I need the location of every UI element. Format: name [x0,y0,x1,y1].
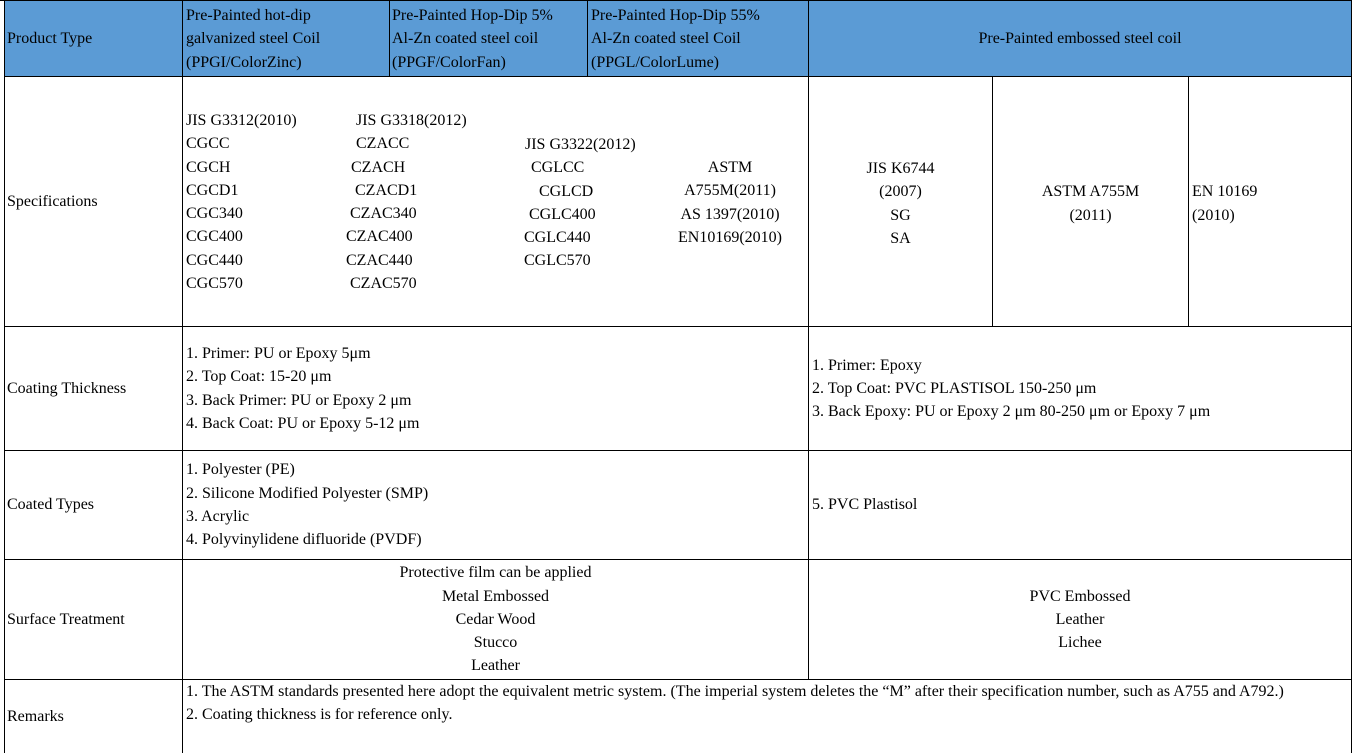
row-label-remarks [5,680,183,753]
surface-treatment-item: Lichee [1058,634,1102,652]
spec-ppgi-item: CGC570 [186,275,243,293]
spec-ppgi-item: JIS G3312(2010) [186,112,297,129]
row-label-specifications [5,77,183,327]
remarks-cell [183,680,1352,753]
header-ppgl-line1: Pre-Painted Hop-Dip 55% [591,7,760,24]
header-product-type [5,1,183,77]
spec-ppgf-item: CZAC400 [346,228,413,246]
spec-ppgl-item: CGLC400 [529,205,596,223]
header-embossed-label: Pre-Painted embossed steel coil [978,29,1182,47]
row-label-surface-treatment [5,560,183,680]
spec-astm-item: AS 1397(2010) [680,205,780,223]
spec-ppgl-item: CGLC440 [524,229,591,247]
surface-treatment-item: Cedar Wood [455,610,536,628]
coating-thickness-item: 3. Back Primer: PU or Epoxy 2 μm [186,391,412,409]
spec-ppgi-item: CGC340 [186,205,243,223]
remarks-line-2: 2. Coating thickness is for reference only. [186,706,453,724]
spec-embossed-en [1189,77,1352,327]
spec-emb3-item: EN 10169 [1192,183,1258,201]
spec-ppgf-item: CZACC [356,135,410,153]
surface-treatment-item: Metal Embossed [441,587,550,605]
spec-ppgl-item: CGLC570 [524,252,591,270]
coating-thickness-item: 1. Primer: Epoxy [812,356,922,374]
spec-ppgl-item: CGLCD [539,182,594,200]
spec-ppgf-item: JIS G3318(2012) [356,112,467,129]
coated-type-item: 3. Acrylic [186,508,250,525]
spec-ppgf-item: CZAC340 [350,205,417,223]
surface-treatment-label: Surface Treatment [7,610,125,628]
spec-embossed-astm [993,77,1189,327]
spec-ppgi-item: CGCH [186,158,231,176]
coating-thickness-item: 2. Top Coat: 15-20 μm [186,368,332,386]
coating-thickness-item: 1. Primer: PU or Epoxy 5μm [186,344,371,362]
remarks-line-1: 1. The ASTM standards presented here adopt the equivalent metric system. (The imperial system deletes the “M” after their specification number, such as A755 and A792.) [186,683,1284,700]
header-ppgl [588,1,809,77]
spec-ppgl-item: CGLCC [531,159,585,177]
spec-ppgf-item: CZACH [351,158,406,176]
spec-ppgf-item: CZAC440 [346,251,413,269]
coating-thickness-item: 4. Back Coat: PU or Epoxy 5-12 μm [186,414,420,432]
surface-treatment-item: Protective film can be applied [399,564,592,582]
header-ppgf-line1: Pre-Painted Hop-Dip 5% [392,7,553,24]
spec-emb3-item: (2010) [1192,206,1235,224]
spec-ppgl-item: JIS G3322(2012) [525,136,636,153]
header-ppgi-line3: (PPGI/ColorZinc) [186,53,302,71]
spec-emb1-item: SG [890,206,911,224]
coating-thickness-left [183,327,809,451]
header-ppgf-line2: Al-Zn coated steel coil [392,30,539,48]
surface-treatment-item: Leather [1055,610,1105,628]
coated-types-right [809,451,1352,560]
surface-treatment-left [183,560,809,680]
header-ppgl-line2: Al-Zn coated steel Coil [591,30,741,48]
coated-type-item: 4. Polyvinylidene difluoride (PVDF) [186,531,422,549]
spec-ppgi-item: CGC400 [186,228,243,246]
header-ppgi-line1: Pre-Painted hot-dip [186,7,311,24]
coating-thickness-right [809,327,1352,451]
spec-ppgl-list [523,133,636,273]
surface-treatment-item: Stucco [473,634,518,652]
specifications-label: Specifications [7,192,98,210]
spec-astm-item: A755M(2011) [684,182,776,200]
spec-ppgi-item: CGCC [186,135,230,153]
header-ppgi-line2: galvanized steel Coil [186,30,321,48]
spec-ppgi-item: CGC440 [186,251,243,269]
coating-thickness-item: 3. Back Epoxy: PU or Epoxy 2 μm 80-250 μm or Epoxy 7 μm [812,403,1211,421]
header-ppgf-line3: (PPGF/ColorFan) [392,53,506,71]
surface-treatment-right [809,560,1352,680]
header-ppgf [390,1,588,77]
coated-type-item: 2. Silicone Modified Polyester (SMP) [186,484,429,502]
coating-thickness-label: Coating Thickness [7,379,127,397]
spec-ppgf-item: CZACD1 [355,181,418,199]
row-label-coating-thickness [5,327,183,451]
surface-treatment-item: Leather [471,657,520,675]
row-label-coated-types [5,451,183,560]
header-ppgl-line3: (PPGL/ColorLume) [591,53,719,71]
spec-ppgi-list [186,109,297,295]
coated-types-label: Coated Types [7,496,95,514]
spec-ppgf-item: CZAC570 [350,275,417,293]
coated-types-left [183,451,809,560]
spec-ppgi-item: CGCD1 [186,181,239,199]
spec-emb2-item: ASTM A755M [1041,183,1140,201]
coated-type-item: 5. PVC Plastisol [812,496,918,514]
coating-thickness-item: 2. Top Coat: PVC PLASTISOL 150-250 μm [812,379,1097,397]
surface-treatment-item: PVC Embossed [1029,587,1131,605]
spec-emb1-item: SA [890,229,911,247]
spec-emb1-item: JIS K6744 [866,159,935,177]
remarks-label: Remarks [7,707,64,725]
spec-astm-item: ASTM [707,159,753,176]
spec-standard-cell [183,77,809,327]
spec-astm-item: EN10169(2010) [678,228,782,246]
spec-ppgf-list [346,109,467,295]
spec-emb2-item: (2011) [1069,206,1112,224]
header-label: Product Type [7,29,93,47]
spec-embossed-jis [809,77,993,327]
coated-type-item: 1. Polyester (PE) [186,461,295,479]
spec-emb1-item: (2007) [879,183,922,201]
header-embossed [809,1,1352,77]
spec-astm-list [663,156,797,249]
header-ppgi [183,1,390,77]
